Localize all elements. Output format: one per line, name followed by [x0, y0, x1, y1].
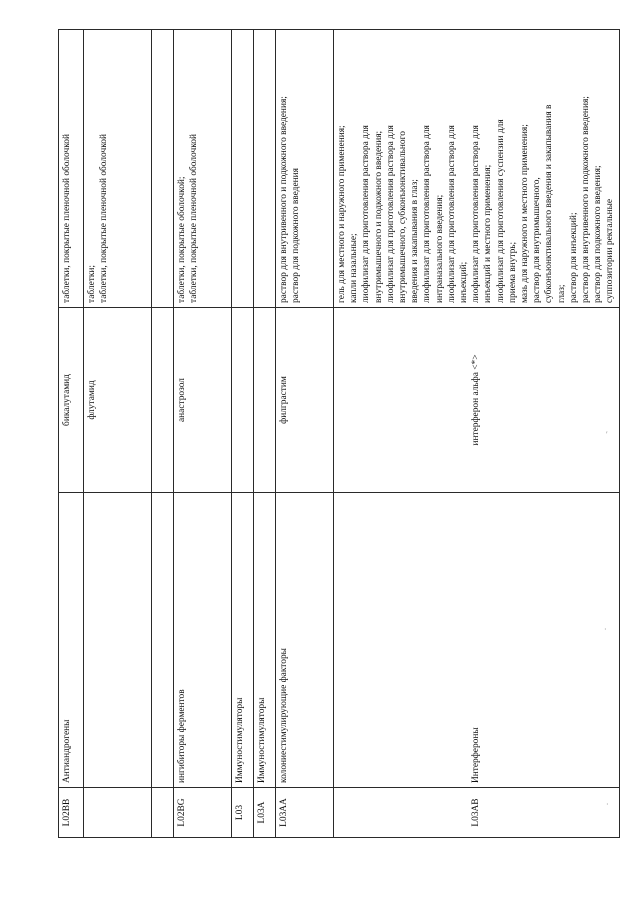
dosage-form-line: интраназального введения; [434, 194, 445, 303]
dosage-forms-cell [59, 30, 84, 308]
dosage-form-line: лиофилизат для приготовления раствора для [446, 125, 457, 303]
dosage-form-line: раствор для внутримышечного, [532, 177, 543, 303]
dosage-form-line: субконъюнктивального введения и закапывания в [544, 104, 555, 303]
table-row [254, 30, 276, 838]
atc-code-cell: L03 [232, 788, 254, 838]
scan-mark: ′ [606, 430, 608, 439]
group-name-cell: ингибиторы ферментов [174, 493, 232, 788]
table-row [276, 30, 334, 838]
group-name-cell: Иммуностимуляторы [232, 493, 254, 788]
dosage-form-line: инъекций и местного применения; [483, 164, 494, 303]
table-row [334, 30, 620, 838]
inn-cell: бикалутамид [59, 308, 84, 493]
atc-code-cell [152, 788, 174, 838]
group-name-cell: колониестимулирующие факторы [276, 493, 334, 788]
dosage-form-line: раствор для внутривенного и подкожного введения; [279, 96, 289, 303]
dosage-form-line: таблетки, покрытые оболочкой; [177, 176, 187, 303]
inn-cell: анастрозол [174, 308, 232, 493]
dosage-form-line: инъекций; [459, 261, 470, 303]
dosage-forms-cell [174, 30, 232, 308]
scan-mark: · [606, 800, 609, 809]
dosage-form-line: таблетки, покрытые пленочной оболочкой [99, 134, 110, 303]
table-row [174, 30, 232, 838]
dosage-form-line: глаз; [556, 284, 567, 303]
dosage-form-line: таблетки, покрытые пленочной оболочкой [62, 134, 72, 303]
dosage-form-line: раствор для инъекций; [568, 212, 579, 303]
dosage-forms-cell [276, 30, 334, 308]
dosage-form-line: мазь для наружного и местного применения; [520, 124, 531, 303]
group-name-cell [152, 493, 174, 788]
atc-code-cell: L03A [254, 788, 276, 838]
dosage-forms-cell [232, 30, 254, 308]
dosage-form-line: таблетки; [87, 264, 97, 303]
dosage-form-line: суппозитории ректальные [605, 198, 616, 303]
dosage-forms-cell [254, 30, 276, 308]
dosage-form-line: лиофилизат для приготовления раствора для [385, 125, 396, 303]
group-name-cell: Иммуностимуляторы [254, 493, 276, 788]
dosage-form-line: капли назальные; [349, 233, 360, 303]
dosage-forms-cell [152, 30, 174, 308]
inn-cell: интерферон альфа <*> [334, 308, 620, 493]
dosage-form-line: лиофилизат для приготовления раствора для [361, 125, 372, 303]
dosage-form-line: лиофилизат для приготовления суспензии для [495, 119, 506, 303]
dosage-form-line: внутримышечного, субконъюнктивального [398, 131, 409, 303]
atc-code-cell: L02BB [59, 788, 84, 838]
table-row [84, 30, 152, 838]
scan-mark: · [604, 625, 607, 634]
dosage-form-line: раствор для подкожного введения [291, 168, 302, 303]
group-name-cell: Антиандрогены [59, 493, 84, 788]
inn-cell [254, 308, 276, 493]
drug-classification-table [58, 29, 620, 838]
atc-code-cell: L03AB [334, 788, 620, 838]
dosage-form-line: лиофилизат для приготовления раствора для [471, 125, 482, 303]
table-row [152, 30, 174, 838]
dosage-form-line: лиофилизат для приготовления раствора для [422, 125, 433, 303]
inn-cell: флутамид [84, 308, 152, 493]
inn-cell [232, 308, 254, 493]
atc-code-cell [84, 788, 152, 838]
group-name-cell [84, 493, 152, 788]
dosage-form-line: раствор для внутривенного и подкожного введения; [581, 96, 592, 303]
table-row [232, 30, 254, 838]
inn-cell [152, 308, 174, 493]
inn-cell: филграстим [276, 308, 334, 493]
table-row [59, 30, 84, 838]
dosage-form-line: приема внутрь; [507, 241, 518, 303]
atc-code-cell: L03AA [276, 788, 334, 838]
rotated-page [58, 30, 616, 838]
dosage-forms-cell [334, 30, 620, 308]
dosage-form-line: внутримышечного и подкожного введения; [373, 130, 384, 303]
dosage-form-line: гель для местного и наружного применения; [337, 125, 347, 303]
group-name-cell: Интерфероны [334, 493, 620, 788]
dosage-form-line: введения и закапывания в глаз; [410, 179, 421, 303]
atc-code-cell: L02BG [174, 788, 232, 838]
dosage-form-line: таблетки, покрытые пленочной оболочкой [189, 134, 200, 303]
dosage-form-line: раствор для подкожного введения; [593, 165, 604, 303]
dosage-forms-cell [84, 30, 152, 308]
